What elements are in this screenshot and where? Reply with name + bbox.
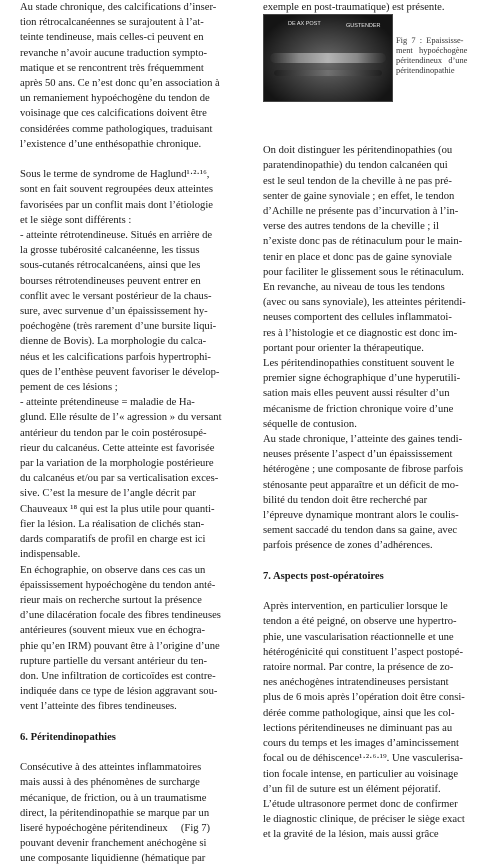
text-line: indispensable. xyxy=(20,549,81,561)
text-line: l’épreuve dynamique montrant alors le coulis- xyxy=(263,510,459,522)
text-line: après 50 ans. Ce n’est donc qu’en association à xyxy=(20,78,220,90)
text-line: une composante liquidienne (hématique par xyxy=(20,853,206,865)
text-line: plus de 6 mois après l’opération doit être consi- xyxy=(263,692,465,704)
text-line: teinte tendineuse, mais celles-ci peuvent en xyxy=(20,32,204,44)
text-line: L’étude ultrasonore permet donc de confirmer xyxy=(263,798,458,810)
text-line: rupture partielle du versant antérieur du ten- xyxy=(20,655,208,667)
text-line: n’existe donc pas de rétinaculum pour le main- xyxy=(263,236,463,248)
figure-caption xyxy=(396,36,484,76)
text-line: parfois présence de zones d’adhérences. xyxy=(263,540,433,552)
text-line: antérieur du tendon par le coin postérosupé- xyxy=(20,427,207,439)
caption-line: Fig 7 : Epaississe- xyxy=(396,36,464,45)
text-line: d’une dilacération focale des fibres tendineuses xyxy=(20,610,221,622)
text-line: mais aussi à des phénomènes de surcharge xyxy=(20,777,200,789)
text-line: - atteinte rétrotendineuse. Situés en arrière de xyxy=(20,230,213,242)
text-line: épaississement hypoéchogène du tendon anté- xyxy=(20,579,216,591)
text-line: portant pour orienter la thérapeutique. xyxy=(263,342,424,354)
text-line: Après intervention, en particulier lorsque le xyxy=(263,601,448,613)
section-heading-7: 7. Aspects post-opératoires xyxy=(263,570,384,582)
text-line: pouvant devenir franchement anéchogène si xyxy=(20,838,207,850)
text-line: du calcanéus et/ou par sa verticalisation exces- xyxy=(20,473,219,485)
text-line: rieur du calcanéus. Cette atteinte est favorisée xyxy=(20,442,215,454)
text-line: (avec ou sans synoviale), les atteintes péritendi- xyxy=(263,297,466,309)
right-column xyxy=(263,0,485,843)
left-peritendinopathy-paragraph xyxy=(20,760,242,866)
section-heading-6: 6. Péritendinopathies xyxy=(20,731,116,743)
text-line: En revanche, au niveau de tous les tendons xyxy=(263,282,445,294)
text-line: Chauveaux ¹⁸ qui est la plus utile pour quanti- xyxy=(20,503,215,515)
text-line: pour faciliter le glissement sous le rétinaculum. xyxy=(263,266,464,278)
text-line: Sous le terme de syndrome de Haglund¹·²·¹⁶, xyxy=(20,169,210,181)
text-line: exemple en post-traumatique) est présente. xyxy=(263,2,445,13)
text-line: dards comparatifs de profil en charge est ici xyxy=(20,534,206,546)
text-line: res à l’histologie et ce diagnostic est donc im- xyxy=(263,327,458,339)
text-line: direct, la péritendinopathie se marque par un xyxy=(20,807,210,819)
text-line: conflit avec le versant postérieur de la chaus- xyxy=(20,290,212,302)
caption-line: péritendineux d’une xyxy=(396,56,468,65)
left-haglund-section xyxy=(20,167,242,714)
text-line: tenir en place et donc pas de gaine synoviale xyxy=(263,251,452,263)
text-line: Au stade chronique, l’atteinte des gaines tendi- xyxy=(263,434,463,446)
text-line: sure, avec survenue d’un épaississement hy- xyxy=(20,306,208,318)
text-line: néus et les calcifications parfois hypertrophi- xyxy=(20,351,211,363)
text-line: neuses présente l’aspect d’un épaississement xyxy=(263,449,453,461)
text-line: phie, une vascularisation réactionnelle et une xyxy=(263,631,454,643)
text-line: vent l’atteinte des fibres tendineuses. xyxy=(20,701,177,713)
paragraph-gap xyxy=(20,715,242,730)
text-line: sement saccadé du tendon dans sa gaine, avec xyxy=(263,525,458,537)
text-line: voisinage que ces calcifications doivent être xyxy=(20,108,207,120)
ultrasound-label: GUSTENDER xyxy=(346,23,381,29)
text-line: Les péritendinopathies constituent souvent le xyxy=(263,358,455,370)
paragraph-gap xyxy=(20,745,242,760)
text-line: - atteinte prétendineuse = maladie de Ha- xyxy=(20,397,195,409)
text-line: rieur mais on recherche surtout la présence xyxy=(20,594,202,606)
text-line: et le siège sont différents : xyxy=(20,214,132,226)
text-line: mécanisme de friction chronique voire d’une xyxy=(263,403,454,415)
paragraph-gap xyxy=(263,554,485,569)
text-line: phie qu’en IRM) pouvant être à l’origine d’une xyxy=(20,640,220,652)
text-line: En échographie, on observe dans ces cas un xyxy=(20,564,206,576)
text-line: d’un fil de suture est un élément péjoratif. xyxy=(263,783,441,795)
caption-line: péritendinopathie xyxy=(396,66,455,75)
text-line: sont en fait souvent regroupées deux atteintes xyxy=(20,184,213,196)
left-column xyxy=(20,0,242,867)
text-line: mécanique, de friction, ou à un traumatisme xyxy=(20,792,207,804)
text-line: senter de gaine synoviale ; en effet, le tendon xyxy=(263,190,455,202)
text-line: revanche n’avoir aucune traduction sympto- xyxy=(20,47,208,59)
text-line: dérée comme pathologique, ainsi que les col- xyxy=(263,707,455,719)
caption-line: ment hypoéchogène xyxy=(396,46,468,55)
tendon-echo-band xyxy=(270,53,386,63)
ultrasound-label: DE AX POST xyxy=(288,21,321,27)
text-line: bourses rétrotendineuses peuvent entrer en xyxy=(20,275,201,287)
paragraph-gap xyxy=(263,584,485,599)
text-line: fier la lésion. La réalisation de clichés stan- xyxy=(20,518,205,530)
text-line: glund. Elle résulte de l’« agression » du versant xyxy=(20,412,222,424)
text-line: pement de ces lésions ; xyxy=(20,382,118,394)
text-line: focal ou de déhiscence¹·²·⁶·¹⁹. Une vasculerisa- xyxy=(263,753,463,765)
text-line: la grosse tubérosité calcanéenne, les tissus xyxy=(20,245,200,257)
text-line: paratendinopathie) du tendon calcanéen qui xyxy=(263,160,448,172)
text-line: nes anéchogènes intratendineuses persistant xyxy=(263,677,449,689)
text-line: neuses comportent des cellules inflammatoi- xyxy=(263,312,452,324)
text-line: hétérogène ; une composante de fibrose parfois xyxy=(263,464,464,476)
text-line: Consécutive à des atteintes inflammatoires xyxy=(20,762,202,774)
deep-echo-band xyxy=(274,70,382,76)
text-line: verse des autres tendons de la cheville ; il xyxy=(263,221,439,233)
text-line: l’existence d’une enthésopathie chronique. xyxy=(20,138,202,150)
text-line: tendon a été peigné, on observe une hypertro- xyxy=(263,616,457,628)
text-line: tion rétrocalcanéennes se surajoutent à l’at- xyxy=(20,17,204,29)
text-line: poéchogène (très rarement d’une bursite liqui- xyxy=(20,321,217,333)
text-line: premier signe échographique d’une hyperutili- xyxy=(263,373,461,385)
text-line: antérieures (souvent mieux vue en échogra- xyxy=(20,625,206,637)
text-line: matique et se rencontrent très fréquemment xyxy=(20,62,204,74)
text-line: indiquée dans ce type de lésion aggravant sou- xyxy=(20,686,218,698)
text-line: Au stade chronique, des calcifications d’inser- xyxy=(20,2,217,13)
text-line: ratoire normal. Par contre, la présence de zo- xyxy=(263,662,454,674)
left-intro-paragraph xyxy=(20,0,242,152)
text-line: sation mais elles peuvent aussi résulter d’un xyxy=(263,388,450,400)
right-postop-paragraph xyxy=(263,599,485,842)
text-line: considérées comme pathologiques, traduisant xyxy=(20,123,213,135)
text-line: ques de l’enthèse peuvent favoriser le dévelop- xyxy=(20,366,220,378)
text-line: hétérogénicité qui constituent l’aspect postopé- xyxy=(263,646,464,658)
text-line: le diagnostic clinique, de préciser le siège exact xyxy=(263,814,465,826)
figure-7 xyxy=(263,14,485,114)
right-distinction-section xyxy=(263,143,485,553)
text-line: séquelle de contusion. xyxy=(263,418,357,430)
text-line: lections péritendineuses ne diminuant pas au xyxy=(263,722,453,734)
text-line: On doit distinguer les péritendinopathies (ou xyxy=(263,145,453,157)
text-line: sous-cutanés rétrocalcanéens, ainsi que les xyxy=(20,260,201,272)
ultrasound-image xyxy=(263,14,393,102)
text-line: est le seul tendon de la cheville à ne pas pré- xyxy=(263,175,452,187)
text-line: favorisées par un conflit mais dont l’étiologie xyxy=(20,199,213,211)
paragraph-gap xyxy=(20,152,242,167)
text-line: don. Une infiltration de corticoïdes est contre- xyxy=(20,670,216,682)
text-line: sive. C’est la mesure de l’angle décrit par xyxy=(20,488,196,500)
text-line: et la gravité de la lésion, mais aussi grâce xyxy=(263,829,439,841)
text-line: bilité du tendon doit être recherché par xyxy=(263,494,428,506)
text-line: cours du temps et les images d’amincissement xyxy=(263,738,459,750)
text-line: d’Achille ne présente pas d’incurvation à l’in- xyxy=(263,206,459,218)
text-line: dienne de Bovis). La morphologie du calca- xyxy=(20,336,207,348)
text-line: un remaniement hypoéchogène du tendon de xyxy=(20,93,210,105)
text-line: par la variation de la morphologie postérieure xyxy=(20,458,214,470)
text-line: tion focale intense, en particulier au voisinage xyxy=(263,768,459,780)
text-line: sténosante peut apparaître et un déficit de mo- xyxy=(263,479,459,491)
text-line: liseré hypoéchogène péritendineux (Fig 7) xyxy=(20,822,211,834)
